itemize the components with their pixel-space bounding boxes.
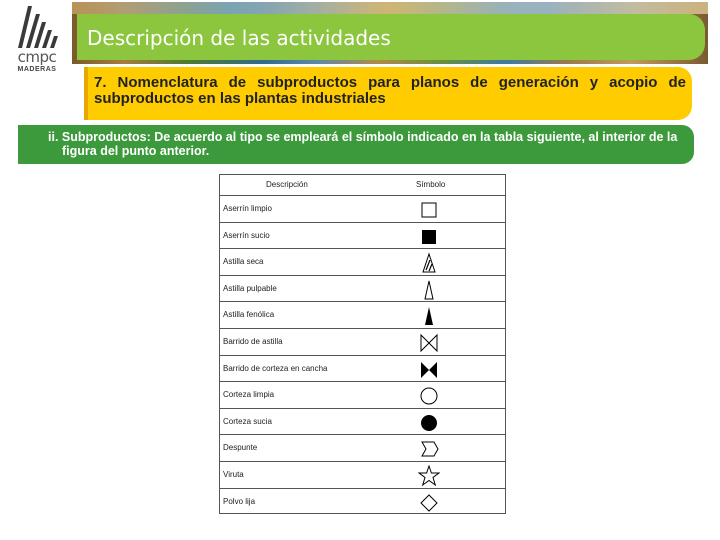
table-row: [220, 195, 505, 222]
bowtie-outline-icon: [418, 332, 440, 354]
triangle-filled-icon: [418, 305, 440, 327]
diamond-outline-icon: [418, 492, 440, 514]
row-description: Corteza limpia: [223, 390, 275, 400]
row-description: Viruta: [223, 470, 244, 479]
star-outline-icon: [418, 465, 440, 487]
note-box: [18, 125, 694, 164]
table-row: [220, 248, 505, 275]
table-row: [220, 275, 505, 302]
bowtie-filled-icon: [418, 359, 440, 381]
row-description: Corteza sucia: [223, 416, 272, 426]
table-row: [220, 222, 505, 249]
triangle-hatched-icon: [418, 252, 440, 274]
table-header-description: Descripción: [266, 180, 308, 189]
row-description: Astilla fenólica: [223, 310, 275, 320]
title-bar: [77, 14, 705, 60]
table-row: [220, 301, 505, 328]
circle-filled-icon: [418, 412, 440, 434]
row-description: Despunte: [223, 443, 258, 453]
table-row: [220, 328, 505, 355]
note-marker: ii.: [48, 130, 59, 144]
row-description: Astilla pulpable: [223, 283, 277, 293]
pentagon-tag-icon: [418, 438, 440, 460]
cmpc-logo-mark-icon: [8, 2, 66, 50]
circle-outline-icon: [418, 385, 440, 407]
note-paragraph: [48, 130, 688, 158]
table-row: [220, 488, 505, 514]
table-row: [220, 434, 505, 461]
row-description: Astilla seca: [223, 257, 264, 267]
table-header-symbol: Símbolo: [416, 180, 446, 189]
table-row: [220, 461, 505, 488]
banner-stripe: [72, 2, 708, 14]
square-outline-icon: [418, 199, 440, 221]
table-row: [220, 355, 505, 382]
logo-sub-text: MADERAS: [17, 66, 57, 73]
row-description: Polvo lija: [223, 496, 256, 506]
table-row: [220, 381, 505, 408]
triangle-outline-icon: [418, 279, 440, 301]
logo-brand-text: cmpc: [17, 48, 57, 66]
square-filled-icon: [418, 226, 440, 248]
symbols-table: [219, 174, 506, 514]
row-description: Barrido de astilla: [223, 337, 283, 346]
section-subtitle-box: [84, 67, 692, 120]
row-description: Aserrín limpio: [223, 204, 272, 213]
section-subtitle: 7. Nomenclatura de subproductos para planos de generación y acopio de subproductos en las plantas industriales: [94, 74, 686, 107]
page-title: Descripción de las actividades: [87, 26, 391, 50]
note-text: Subproductos: De acuerdo al tipo se empleará el símbolo indicado en la tabla siguiente, al interior de la figura del punto anterior.: [61, 130, 678, 158]
row-description: Aserrín sucio: [223, 230, 270, 240]
cmpc-logo: [8, 2, 66, 78]
table-row: [220, 408, 505, 435]
row-description: Barrido de corteza en cancha: [223, 363, 328, 373]
